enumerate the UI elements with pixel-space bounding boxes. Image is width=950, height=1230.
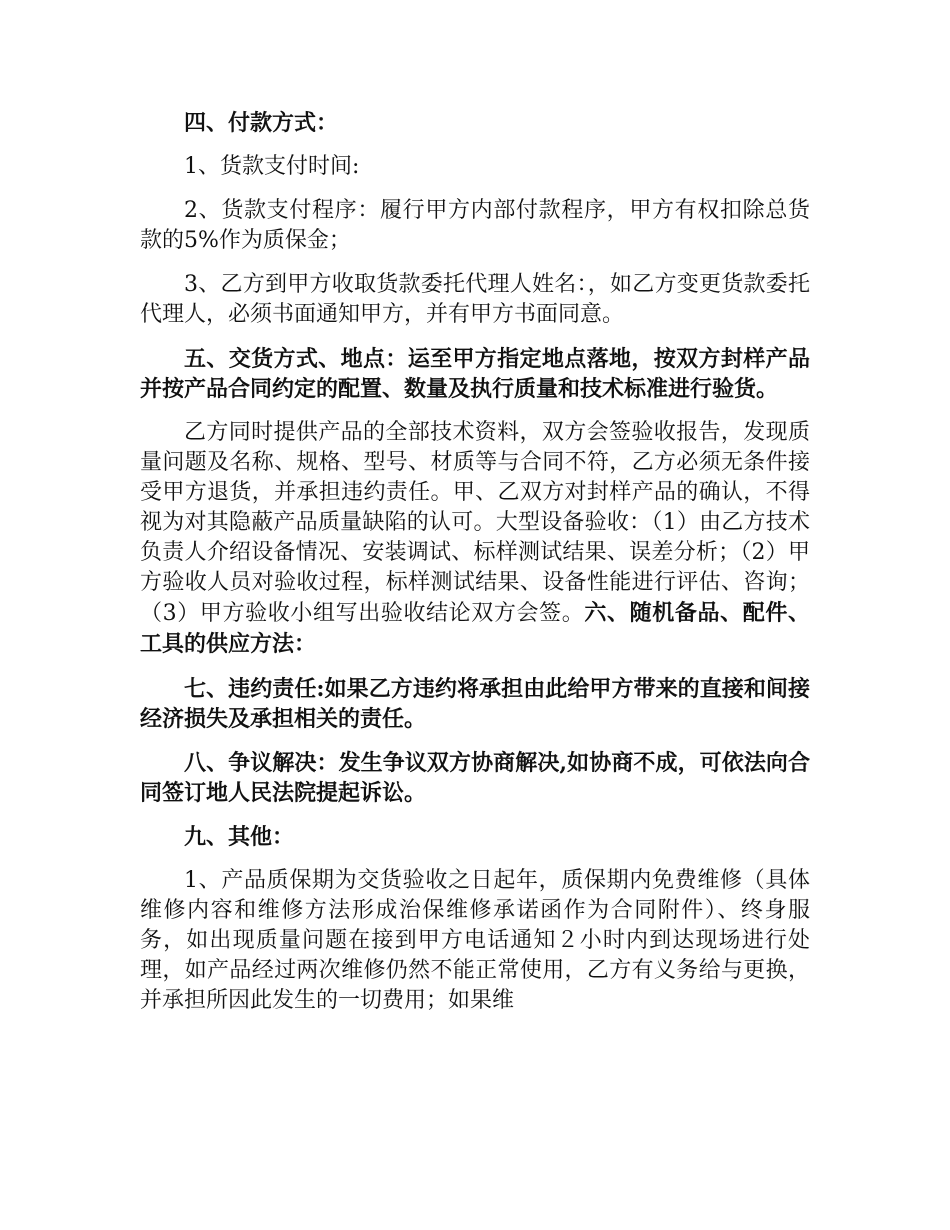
payment-procedure-clause: 2、货款支付程序：履行甲方内部付款程序，甲方有权扣除总货款的5%作为质保金； xyxy=(140,198,810,253)
section-heading-dispute: 八、争议解决：发生争议双方协商解决,如协商不成，可依法向合同签订地人民法院提起诉讼。 xyxy=(140,750,810,806)
payment-agent-clause: 3、乙方到甲方收取货款委托代理人姓名：，如乙方变更货款委托代理人，必须书面通知甲方，并有甲方书面同意。 xyxy=(140,272,810,327)
contract-page xyxy=(140,108,810,1030)
acceptance-text: 乙方同时提供产品的全部技术资料，双方会签验收报告，发现质量问题及名称、规格、型号、材质等与合同不符，乙方必须无条件接受甲方退货，并承担违约责任。甲、乙双方对封样产品的确认，不得视为对其隐蔽产品质量缺陷的认可。大型设备验收：（1）由乙方技术负责人介绍设备情况、安装调试、标样测试结果、误差分析；（2）甲方验收人员对验收过程，标样测试结果、设备性能进行评估、咨询；（3）甲方验收小组写出验收结论双方会签。 xyxy=(140,420,810,626)
section-heading-other: 九、其他： xyxy=(184,824,295,850)
section-heading-liability: 七、违约责任:如果乙方违约将承担由此给甲方带来的直接和间接经济损失及承担相关的责任。 xyxy=(140,676,810,732)
warranty-clause: 1、产品质保期为交货验收之日起年，质保期内免费维修（具体维修内容和维修方法形成治保维修承诺函作为合同附件）、终身服务，如出现质量问题在接到甲方电话通知２小时内到达现场进行处理，如产品经过两次维修仍然不能正常使用，乙方有义务给与更换，并承担所因此发生的一切费用；如果维 xyxy=(140,868,810,1013)
section-heading-payment: 四、付款方式： xyxy=(184,110,339,136)
delivery-acceptance-paragraph xyxy=(140,418,810,660)
section-heading-delivery: 五、交货方式、地点：运至甲方指定地点落地，按双方封样产品并按产品合同约定的配置、数量及执行质量和技术标准进行验货。 xyxy=(140,346,810,402)
payment-time-clause: 1、货款支付时间: xyxy=(184,154,360,179)
section-heading-spares: 六、随机备品、配件、工具的供应方法： xyxy=(140,600,810,657)
